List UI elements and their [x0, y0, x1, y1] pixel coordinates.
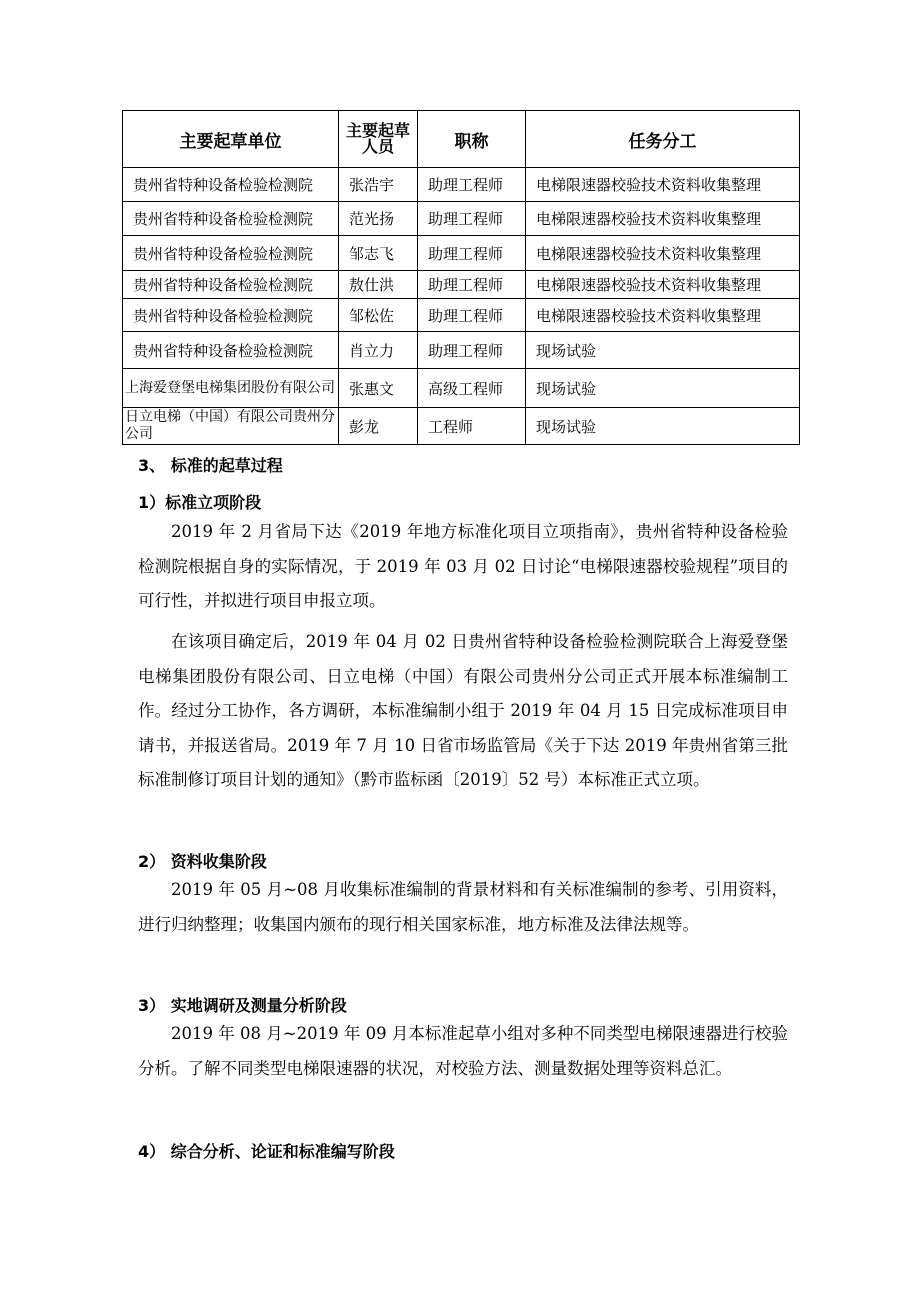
- subsection-heading-drafting: 4） 综合分析、论证和标准编写阶段: [138, 1142, 395, 1161]
- cell-unit: 贵州省特种设备检验检测院: [123, 332, 339, 369]
- cell-task: 现场试验: [526, 408, 800, 445]
- cell-unit: 日立电梯（中国）有限公司贵州分公司: [123, 408, 339, 445]
- header-task: 任务分工: [526, 111, 800, 168]
- cell-title: 助理工程师: [418, 168, 526, 202]
- table-row: [123, 299, 800, 332]
- cell-unit: 贵州省特种设备检验检测院: [123, 236, 339, 271]
- cell-title: 助理工程师: [418, 271, 526, 299]
- cell-drafter: 张惠文: [339, 369, 418, 408]
- cell-drafter: 邹松佐: [339, 299, 418, 332]
- table-row: [123, 202, 800, 236]
- cell-task: 电梯限速器校验技术资料收集整理: [526, 236, 800, 271]
- table-row: [123, 332, 800, 369]
- header-title: 职称: [418, 111, 526, 168]
- cell-task: 电梯限速器校验技术资料收集整理: [526, 299, 800, 332]
- cell-title: 工程师: [418, 408, 526, 445]
- paragraph-data-collection: 2019 年 05 月~08 月收集标准编制的背景材料和有关标准编制的参考、引用资料，进行归纳整理；收集国内颁布的现行相关国家标准，地方标准及法律法规等。: [138, 880, 788, 934]
- cell-task: 电梯限速器校验技术资料收集整理: [526, 202, 800, 236]
- paragraph-approval-guideline: 2019 年 2 月省局下达《2019 年地方标准化项目立项指南》，贵州省特种设备检验检测院根据自身的实际情况，于 2019 年 03 月 02 日讨论“电梯限速器校验规程”项目的可行性，并拟进行项目申报立项。: [138, 522, 788, 610]
- table-row: [123, 236, 800, 271]
- section-heading-drafting-process: 3、 标准的起草过程: [138, 456, 283, 475]
- cell-unit: 贵州省特种设备检验检测院: [123, 202, 339, 236]
- cell-drafter: 邹志飞: [339, 236, 418, 271]
- table-row: [123, 408, 800, 445]
- paragraph-approval-process: 在该项目确定后，2019 年 04 月 02 日贵州省特种设备检验检测院联合上海爱登堡电梯集团股份有限公司、日立电梯（中国）有限公司贵州分公司正式开展本标准编制工作。经过分工协作，各方调研，本标准编制小组于 2019 年 04 月 15 日完成标准项目申请书，并报送省局。2019 年 7 月 10 日省市场监管局《关于下达 2019 年贵州省第三批标准制修订项目计划的通知》（黔市监标函〔2019〕52 号）本标准正式立项。: [138, 632, 788, 789]
- table-row: [123, 369, 800, 408]
- cell-unit: 贵州省特种设备检验检测院: [123, 168, 339, 202]
- cell-title: 助理工程师: [418, 202, 526, 236]
- cell-unit: 上海爱登堡电梯集团股份有限公司: [123, 369, 339, 408]
- cell-task: 现场试验: [526, 332, 800, 369]
- cell-title: 助理工程师: [418, 332, 526, 369]
- header-drafter: 主要起草人员: [339, 111, 418, 168]
- cell-drafter: 张浩宇: [339, 168, 418, 202]
- cell-title: 高级工程师: [418, 369, 526, 408]
- cell-task: 电梯限速器校验技术资料收集整理: [526, 168, 800, 202]
- cell-title: 助理工程师: [418, 236, 526, 271]
- subsection-heading-data-collection: 2） 资料收集阶段: [138, 852, 267, 871]
- cell-unit: 贵州省特种设备检验检测院: [123, 299, 339, 332]
- cell-task: 电梯限速器校验技术资料收集整理: [526, 271, 800, 299]
- cell-drafter: 肖立力: [339, 332, 418, 369]
- table-header-row: [123, 111, 800, 168]
- cell-task: 现场试验: [526, 369, 800, 408]
- cell-drafter: 范光扬: [339, 202, 418, 236]
- cell-unit: 贵州省特种设备检验检测院: [123, 271, 339, 299]
- table-row: [123, 168, 800, 202]
- cell-drafter: 彭龙: [339, 408, 418, 445]
- drafters-table: [122, 110, 800, 445]
- paragraph-field-research: 2019 年 08 月~2019 年 09 月本标准起草小组对多种不同类型电梯限速器进行校验分析。了解不同类型电梯限速器的状况，对校验方法、测量数据处理等资料总汇。: [138, 1024, 788, 1078]
- header-unit: 主要起草单位: [123, 111, 339, 168]
- subsection-heading-field-research: 3） 实地调研及测量分析阶段: [138, 996, 347, 1015]
- cell-drafter: 敖仕洪: [339, 271, 418, 299]
- cell-title: 助理工程师: [418, 299, 526, 332]
- subsection-heading-project-approval: 1）标准立项阶段: [138, 493, 262, 512]
- table-row: [123, 271, 800, 299]
